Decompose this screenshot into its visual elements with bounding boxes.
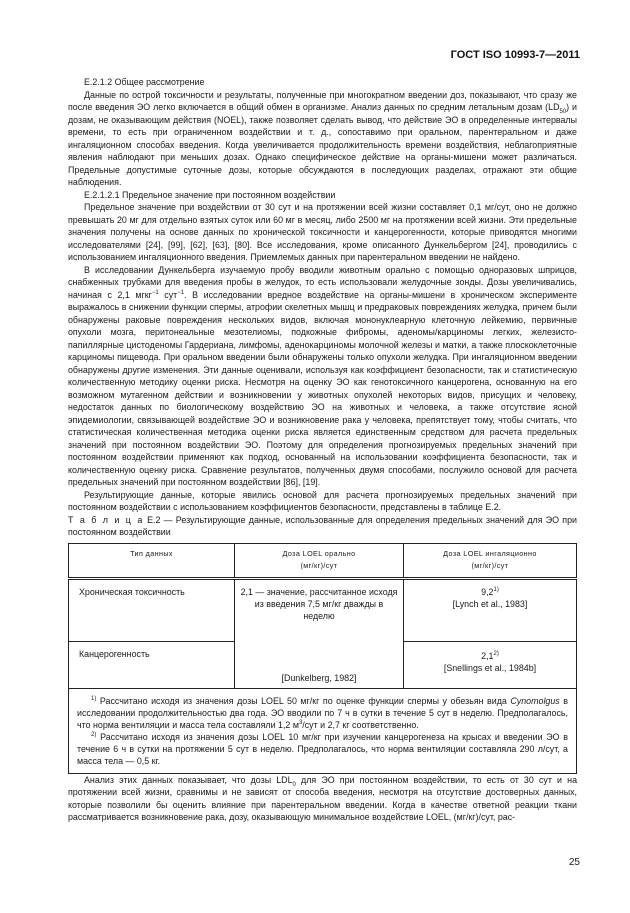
col-header-type: Тип данных [69,543,235,578]
paragraph-dunkelberg: В исследовании Дункельберга изучаемую пробу вводили животным орально с помощью одноразовых шприцов, снабженных трубками для введения пробы в желудок, то есть использовали желудочные зонды. Дозы увеличивались, начиная с 2,1 мгкг$^{-1}$ сут$^{-1}$. В исследовании вредное воздействие на органы-мишени в хроническом эксперименте выражалось в снижении функции спермы, атрофии скелетных мышц и предраковых повреждениях желудка, причем были обнаружены раковые повреждения нескольких видов, включая мононуклеарную клеточную лейкемию, первичные опухоли мозга, перитонеальные мезотелиомы, подкожные фибромы, аденомы/карциномы легких, железисто-папиллярные цистоденомы Гардериана, лимфомы, аденокарциномы молочной железы и матки, а также плоскоклеточные карциномы пищевода. При оральном введении были обнаружены только опухоли желудка. При ингаляционном введении обнаружены другие изменения. Эти данные оценивали, используя как коэффициент безопасности, так и статистическую количественную методику оценки риска. Несмотря на оценку ЭО как генотоксичного канцерогена, основанную на его возможном мутагенном действии и возникновении у животных опухолей некоторых видов, присущих и человеку, недостаток данных по биологическому воздействию ЭО на животных и человека, а также отсутствие ясной эпидемиологии, связывающей воздействие ЭО и возникновение рака у человека, препятствует тому, чтобы считать, что статистическая количественная методика оценки риска является единственным средством для расчета предельных значений при постоянном воздействии ЭО. Поэтому для определения прогнозируемых предельных значений при постоянном воздействии применяют как подход, основанный на использовании коэффициента безопасности, так и количественную оценку риска. Сравнение результатов, полученных двумя способами, послужило основой для расчета предельных значений при постоянном воздействии [86], [19]. [68,264,578,487]
cell-type: Канцерогенность [69,641,235,688]
table-caption: Т а б л и ц а Е.2 — Результирующие данные, использованные для определения предельных значений для ЭО при постоянном воздействии [68,514,577,537]
standard-header: ГОСТ ISO 10993-7—2011 [450,49,580,61]
results-table [68,543,577,774]
cell-inhalation: 9,2$^{1)}$ [Lynch et al., 1983] [404,578,577,641]
table-header-row [69,543,577,578]
col-header-inhalation: Доза LOEL ингаляционно (мг/кг)/сут [404,543,577,578]
cell-inhalation: 2,1$^{2)}$ [Snellings et al., 1984b] [404,641,577,688]
table-footnotes-row [69,688,577,773]
section-heading-e212: Е.2.1.2 Общее рассмотрение [84,77,205,87]
footnote-1: $^{1)}$ Рассчитано исходя из значения дозы LOEL 50 мг/кг по оценке функции спермы у обезьян вида Cynomolgus в исследовании продолжительностью два года. ЭО вводили по 7 ч в сутки в течение 5 сут в неделю. Предполагалось, что норма вентиляции и масса тела составляли 1,2 $м^3$/сут и 2,7 кг соответственно. [77,695,568,730]
page-number: 25 [568,857,580,868]
paragraph-analysis: Анализ этих данных показывает, что дозы $LDL_0$ для ЭО при постоянном воздействии, то есть от 30 сут и на протяжении всей жизни, сравнимы и не зависят от способа введения, несмотря на отсутствие достоверных данных, которые позволили бы оценить влияние при парентеральном введении. Когда в качестве ответной реакции ткани рассматривается возникновение рака, дозу, оказывающую минимальное воздействие LOEL, (мг/кг)/сут, рас- [68,774,577,822]
table-footnotes [69,688,577,773]
cell-type: Хроническая токсичность [69,578,235,641]
section-heading-e2121: Е.2.1.2.1 Предельное значение при постоянном воздействии [84,189,336,200]
paragraph-results: Результирующие данные, которые явились основой для расчета прогнозируемых предельных значений при постоянном воздействии с использованием коэффициентов безопасности, представлены в таблице Е.2. [68,489,577,512]
cell-oral: 2,1 — значение, рассчитанное исходя из введения 7,5 мг/кг дважды в неделю [Dunkelberg, 1982] [235,578,404,688]
footnote-2: $^{2)}$ Рассчитано исходя из значения дозы LOEL 10 мг/кг при изучении канцерогенеза на крысах и введении ЭО в течение 6 ч в сутки на протяжении 5 сут в неделю. Предполагалось, что норма вентиляции составляла 290 л/сут, а масса тела — 0,5 кг. [77,731,568,766]
main-content [68,76,577,824]
table-row [69,578,577,641]
paragraph-general: Данные по острой токсичности и результаты, полученные при многократном введении доз, показывают, что сразу же после введения ЭО легко включается в общий обмен в организме. Анализ данных по средним летальным дозам $(LD_{50})$ и дозам, не оказывающим действия (NOEL), также позволяет сделать вывод, что действие ЭО в определенные интервалы времени, то есть при ограниченном воздействии и т. д., сопоставимо при оральном, парентеральном и даже ингаляционном способах введения. Когда увеличивается продолжительность времени воздействия, неблагоприятные явления наблюдают при меньших дозах. Однако специфическое действие на органы-мишени может различаться. Предельные допустимые суточные дозы, которые обсуждаются в последующих разделах, отражают эти общие наблюдения. [68,89,577,187]
col-header-oral: Доза LOEL орально (мг/кг)/сут [235,543,404,578]
paragraph-limit-value: Предельное значение при воздействии от 30 сут и на протяжении всей жизни составляет 0,1 мг/сут, оно не должно превышать 20 мг для отдельно взятых суток или 60 мг в месяц, либо 2500 мг на протяжении всей жизни. Эти предельные значения получены на основе данных по хронической токсичности и канцерогенности, которые приводятся многими исследователями [24], [99], [62], [63], [80]. Все исследования, кроме описанного Дункельбергом [24], проводились с использованием ингаляционного введения. Приемлемых данных при парентеральном введении не найдено. [68,202,577,262]
